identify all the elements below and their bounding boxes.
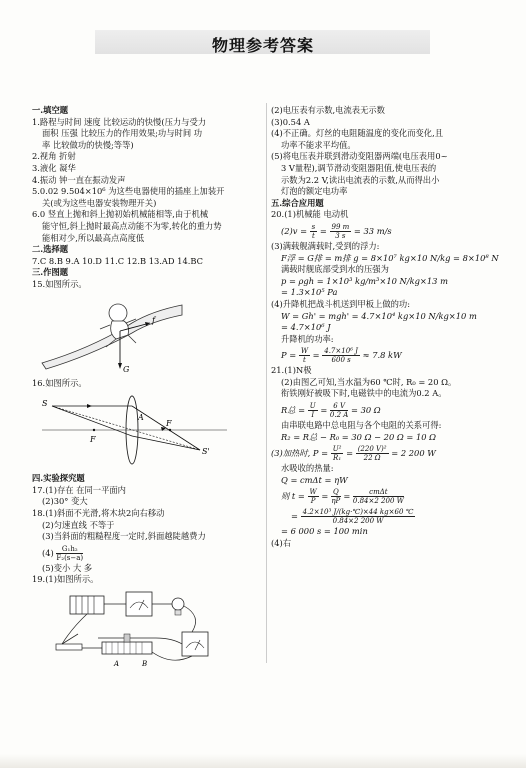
denominator: I (311, 411, 315, 420)
answer-18d (32, 543, 262, 563)
answer-20-3e: = 1.3×10⁵ Pa (281, 287, 338, 298)
numerator: U (309, 402, 316, 411)
answer-21-4: (4)右 (271, 538, 292, 549)
answer-19-5d: 灯泡的额定电功率 (281, 186, 348, 197)
answer-15: 15.如图所示。 (32, 278, 87, 289)
formula-fraction (331, 445, 344, 462)
denominator: 0.84×2 200 W (352, 497, 404, 506)
fig16-label-a: A (138, 412, 144, 422)
formula-fraction (322, 347, 360, 364)
equals-sign: = (346, 448, 354, 459)
fig16-label-f2: F (166, 418, 172, 428)
answer-20-3d: p = ρgh = 1×10³ kg/m³×10 N/kg×13 m (281, 275, 448, 286)
fig19-label-b: B (142, 660, 148, 669)
answer-20-4a: (4)升降机把战斗机送到甲板上做的功: (271, 298, 411, 309)
fig16-label-s-prime: S' (202, 446, 210, 456)
answer-19-5c: 示数为2.2 V,读出电流表的示数,从而得出小 (281, 174, 440, 185)
figure-16-lens-diagram (32, 392, 232, 468)
denominator: 22 Ω (363, 454, 381, 463)
denominator: 0.84×2 200 W (332, 517, 384, 526)
answer-21-1: 21.(1)N极 (271, 365, 312, 376)
answer-18d-label: (4) (42, 547, 54, 558)
section-drawing-heading: 三.作图题 (32, 267, 69, 278)
right-column (271, 105, 501, 550)
fig16-label-s: S (42, 398, 48, 408)
equals-sign: = (321, 491, 329, 502)
page-title: 物理参考答案 (211, 36, 314, 55)
answer-6a: 6.0 竖直上抛和斜上抛初始机械能相等,由于机械 (32, 209, 209, 220)
answer-5b: 关(或为这些电器安装物理开关) (42, 197, 157, 208)
answer-21-3b: 水吸收的热量: (281, 463, 334, 474)
formula-fraction (330, 223, 352, 240)
numerator: 6 V (330, 402, 348, 411)
answer-21-2d: R₂ = R总 − R₀ = 30 Ω − 20 Ω = 10 Ω (281, 431, 437, 442)
answer-19-2: (2)电压表有示数,电流表无示数 (271, 105, 385, 115)
numerator: (220 V)² (357, 445, 387, 454)
answer-6c: 能相对少,所以最高点高度低 (42, 232, 145, 243)
answer-18d-fraction (56, 545, 83, 562)
answer-1a: 1.路程与时间 速度 比较运动的快慢(压力与受力 (32, 116, 207, 127)
formula-result: ≈ 7.8 kW (362, 350, 402, 361)
answer-5: 5.0.02 9.504×10⁶ 为这些电器使用的插座上加装开 (32, 186, 225, 197)
equals-sign: = (320, 405, 328, 416)
answer-17b: (2)30° 变大 (42, 496, 88, 507)
answer-18d-denominator: F₂(s−a) (56, 553, 84, 562)
answer-20-3a: (3)满载舰满载时,受到的浮力: (271, 240, 380, 251)
answer-20-4c: = 4.7×10⁶ J (281, 322, 331, 333)
answer-21-3-time-formula (271, 486, 501, 506)
formula-result: = 33 m/s (353, 225, 392, 236)
figure-15-slide-diagram (32, 293, 192, 373)
formula-fraction (299, 347, 310, 364)
answer-21-3c: Q = cmΔt = ηW (281, 474, 348, 485)
numerator: W (309, 488, 317, 497)
formula-fraction (308, 488, 319, 505)
formula-fraction (356, 445, 389, 462)
answer-21-2a: (2)由图乙可知,当水温为60 ℃时, R₀ = 20 Ω。 (281, 376, 457, 387)
answer-16: 16.如图所示。 (32, 378, 87, 389)
formula-result: = 2 200 W (391, 448, 436, 459)
scan-shadow (0, 754, 526, 768)
denominator: R₁ (333, 454, 342, 463)
section-choice-heading: 二.选择题 (32, 244, 69, 255)
formula-fraction (330, 402, 348, 419)
equals-sign: = (291, 511, 298, 522)
numerator: W (300, 347, 309, 356)
answer-21-2-resistance-formula (271, 400, 501, 420)
answer-18e: (5)变小 大 多 (42, 562, 93, 573)
figure-19-circuit-diagram (32, 588, 232, 672)
numerator: U² (332, 445, 342, 454)
answer-4: 4.振动 钟一直在振动发声 (32, 174, 126, 185)
formula-prefix: P = (281, 350, 297, 361)
answer-20-3b: F浮 = G排 = m排 g = 8×10⁷ kg×10 N/kg = 8×10⁸ N (281, 252, 499, 263)
denominator: t (312, 231, 315, 240)
formula-fraction (353, 488, 404, 505)
numerator: 4.7×10⁶ J (324, 347, 358, 356)
answer-20-3c: 满载时舰底部受到水的压强为 (281, 264, 389, 275)
answer-19-5b: 3 V量程),调节滑动变阻器阻值,使电压表的 (281, 162, 437, 173)
answer-20-2-formula (271, 221, 501, 241)
fig16-label-f: F (90, 434, 96, 444)
answer-21-2b: 衔铁刚好被吸下时,电磁铁中的电流为0.2 A。 (281, 388, 447, 399)
equals-sign: = (312, 350, 320, 361)
answer-3: 3.液化 凝华 (32, 162, 76, 173)
answer-1c: 率 比较做功的快慢;等等) (42, 139, 134, 150)
formula-prefix: 则 t = (281, 491, 305, 502)
answer-20-4-power-formula (271, 345, 501, 365)
answer-19-4a: (4)不正确。灯丝的电阻随温度的变化而变化,且 (271, 128, 444, 139)
answer-18d-numerator: G₁h₂ (56, 545, 83, 554)
formula-fraction (301, 508, 416, 525)
formula-fraction (308, 402, 318, 419)
denominator: 3 s (335, 231, 346, 240)
answer-19-3: (3)0.54 A (271, 116, 310, 127)
answer-21-3-power-formula (271, 443, 501, 463)
denominator: P (310, 497, 316, 506)
column-divider (266, 103, 267, 663)
answer-19: 19.(1)如图所示。 (32, 574, 99, 585)
fig15-label-f: f (152, 315, 155, 325)
answer-20-1: 20.(1)机械能 电动机 (271, 209, 349, 220)
formula-fraction (331, 488, 341, 505)
fig19-label-a: A (114, 660, 120, 669)
section-comprehensive-heading: 五.综合应用题 (271, 197, 324, 208)
numerator: s (311, 222, 316, 231)
fig15-label-g: G (123, 364, 130, 373)
numerator: 4.2×10³ J/(kg·℃)×44 kg×60 ℃ (302, 508, 414, 517)
answer-21-3-substitution (271, 506, 501, 526)
numerator: 99 m (331, 222, 350, 231)
numerator: Q (332, 488, 339, 497)
answer-17a: 17.(1)存在 在同一平面内 (32, 484, 126, 495)
answer-2: 2.视角 折射 (32, 151, 76, 162)
denominator: ηP (331, 497, 341, 506)
denominator: 0.2 A (329, 411, 349, 420)
denominator: t (303, 356, 306, 365)
equals-sign: = (343, 491, 351, 502)
formula-fraction (310, 223, 318, 240)
answer-18b: (2)匀速直线 不等于 (42, 519, 115, 530)
section-experiment-heading: 四.实验探究题 (32, 473, 85, 484)
equals-sign: = (319, 225, 327, 236)
numerator: cmΔt (353, 488, 404, 497)
answer-1b: 面积 压强 比较压力的作用效果;功与时间 功 (42, 128, 203, 139)
formula-result: = 30 Ω (350, 405, 381, 416)
answer-18c: (3)当斜面的粗糙程度一定时,斜面越陡越费力 (42, 531, 206, 542)
answer-19-4b: 功率不能求平均值。 (281, 139, 356, 150)
choice-answers: 7.C 8.B 9.A 10.D 11.C 12.B 13.AD 14.BC (32, 255, 203, 266)
formula-prefix: (2)v = (281, 225, 308, 236)
formula-prefix: (3)加热时, P = (271, 448, 329, 459)
answer-18a: 18.(1)斜面不光滑,将木块2向右移动 (32, 508, 165, 519)
left-column (32, 105, 262, 678)
section-fill-blank-heading: 一.填空题 (32, 105, 69, 115)
answer-21-2c: 由串联电路中总电阻与各个电阻的关系可得: (281, 420, 442, 431)
answer-6b: 能守恒,斜上抛时最高点动能不为零,转化的重力势 (42, 220, 222, 231)
answer-20-4b: W = Gh' = mgh' = 4.7×10⁴ kg×10 N/kg×10 m (281, 310, 477, 321)
answer-20-4d: 升降机的功率: (281, 333, 334, 344)
denominator: 600 s (331, 356, 351, 365)
answer-19-5a: (5)将电压表并联到滑动变阻器两端(电压表用0~ (271, 151, 448, 162)
answer-21-3-result: = 6 000 s = 100 min (281, 526, 368, 537)
formula-prefix: R总 = (281, 405, 306, 416)
